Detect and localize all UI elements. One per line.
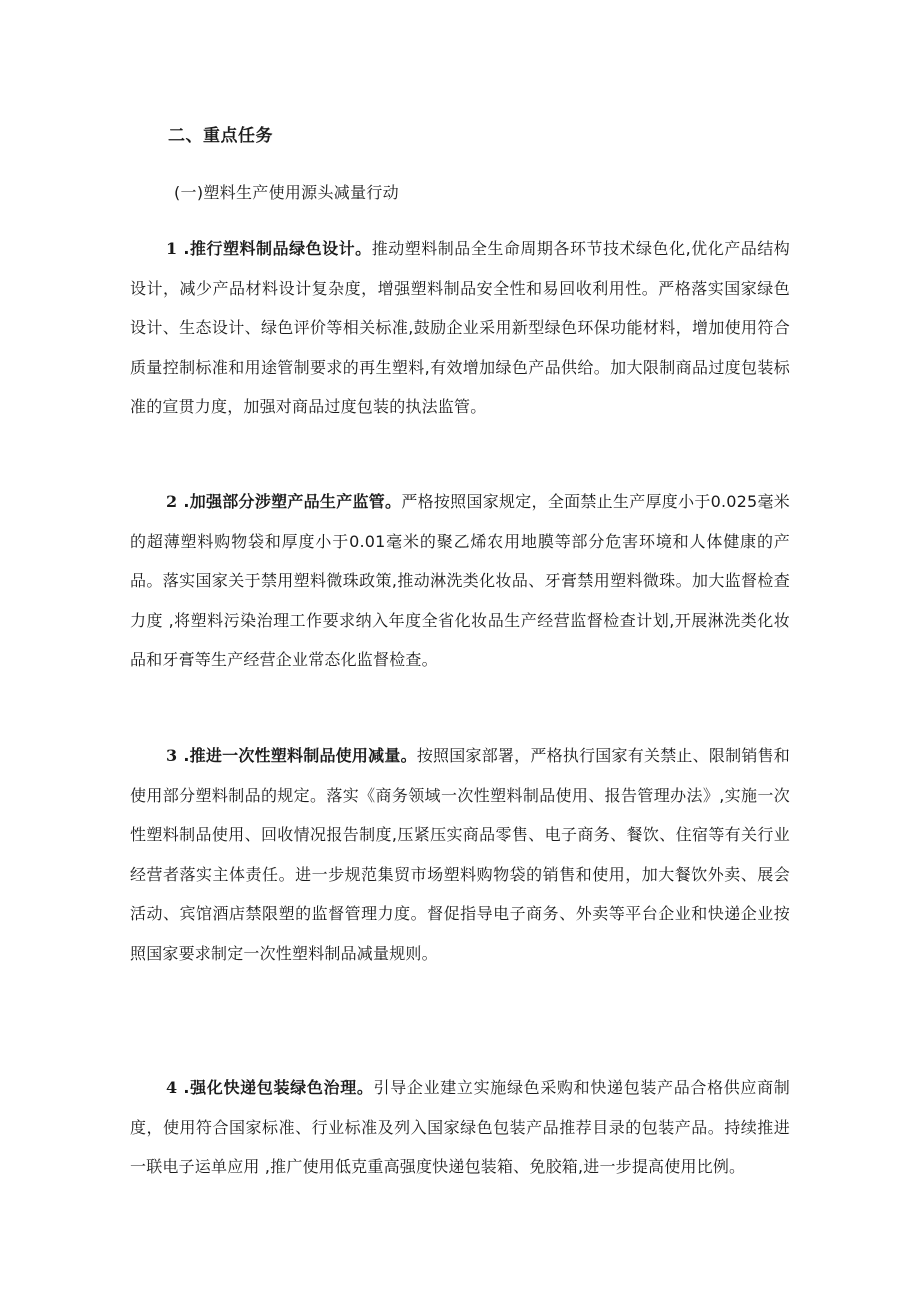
item-body: 严格按照国家规定，全面禁止生产厚度小于0.025毫米的超薄塑料购物袋和厚度小于0.01毫米的聚乙烯农用地膜等部分危害环境和人体健康的产品。落实国家关于禁用塑料微珠政策,推动淋洗类化妆品、牙膏禁用塑料微珠。加大监督检查力度 ,将塑料污染治理工作要求纳入年度全省化妆品生产经营监督检查计划,开展淋洗类化妆品和牙膏等生产经营企业常态化监督检查。 — [130, 492, 790, 669]
paragraph-item-2 — [130, 482, 790, 680]
item-lead: .推行塑料制品绿色设计。 — [183, 239, 372, 258]
subsection-heading: (一)塑料生产使用源头减量行动 — [174, 183, 399, 202]
paragraph-item-3 — [130, 736, 790, 973]
item-lead: .强化快递包装绿色治理。 — [183, 1078, 374, 1097]
paragraph-item-1 — [130, 229, 790, 427]
item-body: 按照国家部署，严格执行国家有关禁止、限制销售和使用部分塑料制品的规定。落实《商务领域一次性塑料制品使用、报告管理办法》,实施一次性塑料制品使用、回收情况报告制度,压紧压实商品零售、电子商务、餐饮、住宿等有关行业经营者落实主体责任。进一步规范集贸市场塑料购物袋的销售和使用，加大餐饮外卖、展会活动、宾馆酒店禁限塑的监督管理力度。督促指导电子商务、外卖等平台企业和快递企业按照国家要求制定一次性塑料制品减量规则。 — [130, 746, 790, 963]
item-lead: .加强部分涉塑产品生产监管。 — [183, 492, 402, 511]
item-body: 推动塑料制品全生命周期各环节技术绿色化,优化产品结构设计，减少产品材料设计复杂度，增强塑料制品安全性和易回收利用性。严格落实国家绿色设计、生态设计、绿色评价等相关标准,鼓励企业采用新型绿色环保功能材料，增加使用符合质量控制标准和用途管制要求的再生塑料,有效增加绿色产品供给。加大限制商品过度包装标准的宣贯力度，加强对商品过度包装的执法监管。 — [130, 239, 790, 416]
item-lead: .推进一次性塑料制品使用减量。 — [183, 746, 417, 765]
paragraph-item-4 — [130, 1068, 790, 1187]
item-number: 2 — [166, 492, 178, 511]
item-body: 引导企业建立实施绿色采购和快递包装产品合格供应商制度，使用符合国家标准、行业标准及列入国家绿色包装产品推荐目录的包装产品。持续推进一联电子运单应用 ,推广使用低克重高强度快递包装箱、免胶箱,进一步提高使用比例。 — [130, 1078, 790, 1176]
section-heading: 二、重点任务 — [168, 126, 273, 146]
item-number: 1 — [166, 239, 178, 258]
item-number: 4 — [166, 1078, 178, 1097]
item-number: 3 — [166, 746, 178, 765]
